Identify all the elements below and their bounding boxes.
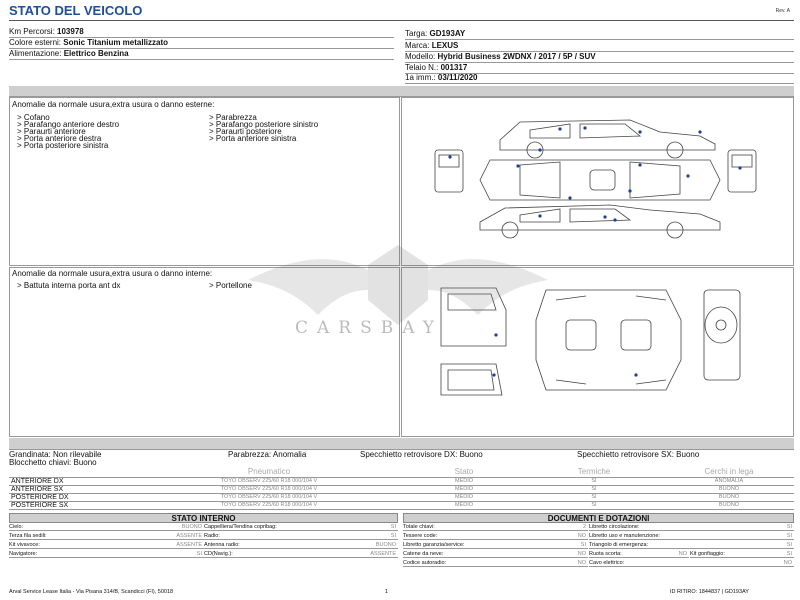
kv-row	[589, 541, 794, 549]
info-label: Targa:	[405, 29, 428, 38]
kv-value: SI	[580, 542, 586, 548]
status-specchietto-sx: Specchietto retrovisore SX: Buono	[577, 450, 700, 459]
info-label: Km Percorsi:	[9, 27, 55, 36]
damage-item: > Battuta interna porta ant dx	[17, 281, 121, 290]
section-bar	[9, 86, 794, 97]
internal-damage-panel	[9, 267, 400, 437]
kv-row	[204, 550, 398, 558]
revision-label: Rev. A	[775, 8, 790, 14]
info-row	[9, 48, 394, 60]
status-specchietto-dx: Specchietto retrovisore DX: Buono	[360, 450, 483, 459]
tire-winter: SI	[529, 477, 659, 485]
footer-company: Arval Service Lease Italia - Via Pisana 314/B, Scandicci (FI), 50018	[9, 589, 174, 595]
external-car-diagram	[430, 110, 760, 240]
kv-value: SI	[390, 533, 396, 539]
table-row	[9, 493, 794, 501]
kv-value: SI	[390, 524, 396, 530]
footer-id: ID RITIRO: 1844837 | GD193AY	[670, 589, 749, 595]
documenti-title: DOCUMENTI E DOTAZIONI	[403, 513, 794, 523]
tire-state: MEDIO	[399, 501, 529, 509]
kv-value: 2	[582, 524, 586, 530]
tire-model: TOYO OBSERV 225/60 R18 000/104 V	[139, 501, 399, 509]
kv-key: Navigatore:	[9, 551, 38, 557]
title-divider	[9, 20, 794, 21]
external-damage-list-2	[209, 114, 318, 142]
rim-state: ANOMALIA	[664, 477, 794, 485]
kv-value: SI	[786, 551, 792, 557]
kv-value: NO	[577, 533, 586, 539]
tire-model: TOYO OBSERV 225/60 R18 000/104 V	[139, 493, 399, 501]
tire-position: ANTERIORE DX	[9, 477, 139, 485]
kv-key: Triangolo di emergenza:	[589, 542, 649, 548]
stato-interno-title: STATO INTERNO	[9, 513, 398, 523]
info-row	[405, 28, 794, 40]
kv-key: Totale chiavi:	[403, 524, 435, 530]
column-header: Stato	[399, 467, 529, 477]
info-label: 1a imm.:	[405, 73, 436, 82]
kv-value: ASSENTE	[176, 542, 202, 548]
damage-item: > Parafango posteriore sinistro	[209, 120, 319, 129]
kv-row	[9, 523, 204, 531]
section-bar	[9, 438, 794, 450]
kv-value: BUONO	[375, 542, 396, 548]
kv-value: NO	[783, 560, 792, 566]
kv-key: Ruota scorta:	[589, 551, 622, 557]
info-value: 03/11/2020	[437, 73, 478, 82]
kv-row	[589, 550, 689, 558]
tire-winter: SI	[529, 501, 659, 509]
kv-row	[204, 541, 398, 549]
kv-row	[9, 550, 204, 558]
column-header: Pneumatico	[139, 467, 399, 477]
kv-key: Cielo:	[9, 524, 24, 530]
tire-model: TOYO OBSERV 225/60 R18 000/104 V	[139, 477, 399, 485]
kv-key: Radio:	[204, 533, 220, 539]
tire-position: POSTERIORE DX	[9, 493, 139, 501]
table-header-row	[9, 467, 794, 477]
info-value: 001317	[440, 63, 468, 72]
damage-item: > Paraurti anteriore	[17, 127, 86, 136]
internal-car-diagram	[436, 280, 766, 400]
kv-key: CD(Navig.):	[204, 551, 233, 557]
kv-value: SI	[786, 524, 792, 530]
damage-item: > Cofano	[17, 113, 50, 122]
footer-page: 1	[385, 589, 389, 595]
kv-key: Cavo elettrico:	[589, 560, 625, 566]
kv-row	[403, 559, 588, 567]
info-label: Alimentazione:	[9, 49, 62, 58]
damage-item: > Parafango anteriore destro	[17, 120, 120, 129]
info-row	[405, 72, 794, 84]
kv-value: NO	[577, 551, 586, 557]
internal-damage-title: Anomalie da normale usura,extra usura o danno interne:	[12, 269, 213, 278]
kv-value: NO	[577, 560, 586, 566]
internal-damage-list-2	[209, 282, 252, 289]
kv-value: ASSENTE	[370, 551, 396, 557]
info-value: Elettrico Benzina	[63, 49, 129, 58]
damage-item: > Portellone	[209, 281, 252, 290]
kv-row	[403, 550, 588, 558]
tire-state: MEDIO	[399, 493, 529, 501]
watermark-text: CARSBAY	[295, 318, 444, 338]
info-label: Marca:	[405, 41, 430, 50]
tire-winter: SI	[529, 485, 659, 493]
kv-row	[589, 559, 794, 567]
damage-item: > Parabrezza	[209, 113, 257, 122]
kv-key: Tessere code:	[403, 533, 438, 539]
damage-item: > Porta posteriore sinistra	[17, 141, 109, 150]
kv-value: BUONO	[181, 524, 202, 530]
kv-key: Libretto garanzia/service:	[403, 542, 465, 548]
kv-key: Codice autoradio:	[403, 560, 447, 566]
kv-row	[204, 532, 398, 540]
rim-state: BUONO	[664, 493, 794, 501]
kv-row	[204, 523, 398, 531]
tire-winter: SI	[529, 493, 659, 501]
rim-state: BUONO	[664, 485, 794, 493]
status-grandinata: Grandinata: Non rilevabile	[9, 450, 102, 459]
damage-item: > Paraurti posteriore	[209, 127, 282, 136]
kv-row	[9, 532, 204, 540]
kv-row	[403, 523, 588, 531]
tire-state: MEDIO	[399, 485, 529, 493]
status-blocchetto: Blocchetto chiavi: Buono	[9, 458, 97, 467]
kv-key: Kit gonfiaggio:	[690, 551, 725, 557]
info-label: Telaio N.:	[405, 63, 439, 72]
tire-position: ANTERIORE SX	[9, 485, 139, 493]
kv-row	[589, 532, 794, 540]
kv-key: Antenna radio:	[204, 542, 240, 548]
info-value: 103978	[57, 27, 84, 36]
tire-model: TOYO OBSERV 225/60 R18 000/104 V	[139, 485, 399, 493]
kv-key: Libretto circolazione:	[589, 524, 640, 530]
kv-value: SI	[786, 533, 792, 539]
column-header: Termiche	[529, 467, 659, 477]
info-value: Hybrid Business 2WDNX / 2017 / 5P / SUV	[437, 52, 596, 61]
kv-value: SI	[786, 542, 792, 548]
tire-state: MEDIO	[399, 477, 529, 485]
column-header	[9, 467, 139, 477]
damage-item: > Porta anteriore destra	[17, 134, 102, 143]
info-value: GD193AY	[429, 29, 466, 38]
info-label: Modello:	[405, 52, 436, 61]
kv-key: Cappelliera/Tendina copribag:	[204, 524, 277, 530]
external-damage-title: Anomalie da normale usura,extra usura o danno esterne:	[12, 100, 215, 109]
damage-item: > Porta anteriore sinistra	[209, 134, 297, 143]
kv-key: Kit vivavoce:	[9, 542, 40, 548]
info-value: LEXUS	[431, 41, 459, 50]
table-row	[9, 485, 794, 493]
kv-row	[690, 550, 794, 558]
info-value: Sonic Titanium metallizzato	[63, 38, 169, 47]
kv-row	[403, 532, 588, 540]
column-header: Cerchi in lega	[664, 467, 794, 477]
tire-position: POSTERIORE SX	[9, 501, 139, 509]
info-label: Colore esterni:	[9, 38, 62, 47]
table-row	[9, 501, 794, 509]
kv-key: Terza fila sedili:	[9, 533, 47, 539]
kv-row	[589, 523, 794, 531]
kv-key: Libretto uso e manutenzione:	[589, 533, 660, 539]
tires-table	[9, 467, 794, 510]
external-damage-list-1	[17, 114, 119, 149]
table-row	[9, 477, 794, 485]
status-parabrezza: Parabrezza: Anomalia	[228, 450, 307, 459]
kv-row	[9, 541, 204, 549]
kv-value: ASSENTE	[176, 533, 202, 539]
internal-damage-list-1	[17, 282, 120, 289]
page-title: STATO DEL VEICOLO	[9, 3, 143, 18]
rim-state: BUONO	[664, 501, 794, 509]
kv-value: NO	[678, 551, 687, 557]
kv-key: Catene da neve:	[403, 551, 444, 557]
kv-value: SI	[196, 551, 202, 557]
kv-row	[403, 541, 588, 549]
